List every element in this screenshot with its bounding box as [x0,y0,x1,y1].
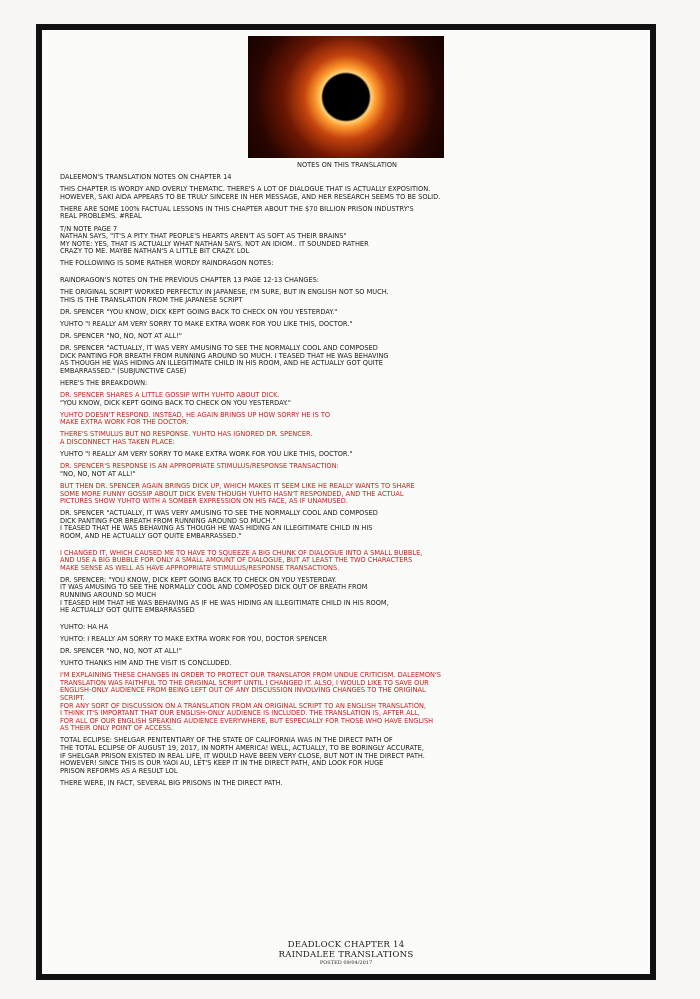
daleemon-notes [60,174,634,268]
note-paragraph: THERE WERE, IN FACT, SEVERAL BIG PRISONS IN THE DIRECT PATH. [60,778,283,787]
breakdown-note: YUHTO DOESN'T RESPOND. INSTEAD, HE AGAIN BRINGS UP HOW SORRY HE IS TO MAKE EXTRA WORK FOR THE DOCTOR. [60,410,331,427]
page-frame [36,24,656,980]
note-paragraph: YUHTO: I REALLY AM SORRY TO MAKE EXTRA WORK FOR YOU, DOCTOR SPENCER [60,634,327,643]
change-section [60,550,634,788]
breakdown-quote: DR. SPENCER "ACTUALLY, IT WAS VERY AMUSING TO SEE THE NORMALLY COOL AND COMPOSED DICK PANTING FOR BREATH FROM RUNNING AROUND SO MUCH." I TEASED THAT HE WAS BEHAVING AS THOUGH HE WAS HIDING AN ILLEGITIMATE CHILD IN HIS ROOM, AND HE ACTUALLY GOT QUITE EMBARRASSED." [60,509,378,540]
note-paragraph: DR. SPENCER "ACTUALLY, IT WAS VERY AMUSING TO SEE THE NORMALLY COOL AND COMPOSED DICK PANTING FOR BREATH FROM RUNNING AROUND SO MUCH. I TEASED THAT HE WAS BEHAVING AS THOUGH HE WAS HIDING AN ILLEGITIMATE CHILD IN HIS ROOM, AND HE ACTUALLY GOT QUITE EMBARRASSED." (SUBJUNCTIVE CASE) [60,344,389,375]
note-paragraph: YUHTO THANKS HIM AND THE VISIT IS CONCLUDED. [60,659,232,668]
breakdown-note: THERE'S STIMULUS BUT NO RESPONSE. YUHTO HAS IGNORED DR. SPENCER. A DISCONNECT HAS TAKEN PLACE: [60,430,313,447]
breakdown-item [60,392,634,407]
note-paragraph: RAINDRAGON'S NOTES ON THE PREVIOUS CHAPTER 13 PAGE 12-13 CHANGES: [60,276,320,285]
note-paragraph: TOTAL ECLIPSE: SHELGAR PENITENTIARY OF THE STATE OF CALIFORNIA WAS IN THE DIRECT PATH OF THE TOTAL ECLIPSE OF AUGUST 19, 2017, IN NORTH AMERICA! WELL, ACTUALLY, TO BE BORINGLY ACCURATE, IF SHELGAR PRISON EXISTED IN REAL LIFE, IT WOULD HAVE BEEN VERY CLOSE, BUT NOT IN THE DIRECT PATH. HOWEVER! SINCE THIS IS OUR YAOI AU, LET'S KEEP IT IN THE DIRECT PATH, AND LOOK FOR HUGE PRISON REFORMS AS A RESULT LOL [60,736,425,775]
note-paragraph: YUHTO "I REALLY AM VERY SORRY TO MAKE EXTRA WORK FOR YOU LIKE THIS, DOCTOR." [60,319,353,328]
footer-chapter: DEADLOCK CHAPTER 14 [287,940,405,950]
breakdown-item [60,463,634,478]
note-paragraph: YUHTO: HA HA [60,622,109,631]
breakdown-quote: "YOU KNOW, DICK KEPT GOING BACK TO CHECK ON YOU YESTERDAY." [60,398,291,407]
breakdown-quote: "NO, NO, NOT AT ALL!" [60,469,136,478]
raindragon-notes [60,277,634,388]
footer-group: RAINDALEE TRANSLATIONS [278,950,414,960]
breakdown-note: DR. SPENCER SHARES A LITTLE GOSSIP WITH YUHTO ABOUT DICK. [60,391,280,400]
breakdown-item [60,412,634,427]
eclipse-image [248,36,444,158]
breakdown-item [60,483,634,506]
note-paragraph: I'M EXPLAINING THESE CHANGES IN ORDER TO PROTECT OUR TRANSLATOR FROM UNDUE CRITICISM. DALEEMON'S TRANSLATION WAS FAITHFUL TO THE ORIGINAL SCRIPT UNTIL I CHANGED IT. ALSO, I WOULD LIKE TO SAVE OUR ENGLISH-ONLY AUDIENCE FROM BEING LEFT OUT OF ANY DISCUSSION INVOLVING CHANGES TO THE ORIGINAL SCRIPT. FOR ANY SORT OF DISCUSSION ON A TRANSLATION FROM AN ORIGINAL SCRIPT TO AN ENGLISH TRANSLATION, I THINK IT'S IMPORTANT THAT OUR ENGLISH-ONLY AUDIENCE IS INCLUDED. THE TRANSLATION IS, AFTER ALL, FOR ALL OF OUR ENGLISH SPEAKING AUDIENCE EVERYWHERE, BUT ESPECIALLY FOR THOSE WHO HAVE ENGLISH AS THEIR ONLY POINT OF ACCESS. [60,671,441,733]
note-paragraph: DR. SPENCER "YOU KNOW, DICK KEPT GOING BACK TO CHECK ON YOU YESTERDAY." [60,307,338,316]
notes-body [60,162,634,792]
note-paragraph: THERE ARE SOME 100% FACTUAL LESSONS IN THIS CHAPTER ABOUT THE $70 BILLION PRISON INDUSTRY'S REAL PROBLEMS. #REAL [60,204,414,221]
note-paragraph: THIS CHAPTER IS WORDY AND OVERLY THEMATIC. THERE'S A LOT OF DIALOGUE THAT IS ACTUALLY EXPOSITION. HOWEVER, SAKI AIDA APPEARS TO BE TRULY SINCERE IN HER MESSAGE, AND HER RESEARCH SEEMS TO BE SOLID. [60,185,441,201]
note-paragraph: DR. SPENCER "NO, NO, NOT AT ALL!" [60,647,182,655]
note-paragraph: I CHANGED IT, WHICH CAUSED ME TO HAVE TO SQUEEZE A BIG CHUNK OF DIALOGUE INTO A SMALL BUBBLE, AND USE A BIG BUBBLE FOR ONLY A SMALL AMOUNT OF DIALOGUE, BUT AT LEAST THE TWO CHARACTERS MAKE SENSE AS WELL AS HAVE APPROPRIATE STIMULUS/RESPONSE TRANSACTIONS. [60,548,423,572]
note-paragraph: HERE'S THE BREAKDOWN: [60,378,148,387]
note-paragraph: THE ORIGINAL SCRIPT WORKED PERFECTLY IN JAPANESE, I'M SURE, BUT IN ENGLISH NOT SO MUCH. THIS IS THE TRANSLATION FROM THE JAPANESE SCRIPT [60,288,389,304]
breakdown-item [60,451,634,459]
note-paragraph: T/N NOTE PAGE 7 NATHAN SAYS, "IT'S A PITY THAT PEOPLE'S HEARTS AREN'T AS SOFT AS THEIR BRAINS" MY NOTE: YES, THAT IS ACTUALLY WHAT NATHAN SAYS. NOT AN IDIOM.. IT SOUNDED RATHER CRAZY TO ME. MAYBE NATHAN'S A LITTLE BIT CRAZY. LOL [60,224,369,256]
breakdown-item [60,510,634,540]
breakdown-item [60,431,634,446]
note-paragraph: DALEEMON'S TRANSLATION NOTES ON CHAPTER 14 [60,173,232,182]
note-paragraph: THE FOLLOWING IS SOME RATHER WORDY RAINDRAGON NOTES: [60,259,274,268]
note-paragraph: DR. SPENCER: "YOU KNOW, DICK KEPT GOING BACK TO CHECK ON YOU YESTERDAY. IT WAS AMUSING TO SEE THE NORMALLY COOL AND COMPOSED DICK OUT OF BREATH FROM RUNNING AROUND SO MUCH I TEASED HIM THAT HE WAS BEHAVING AS IF HE WAS HIDING AN ILLEGITIMATE CHILD IN HIS ROOM, HE ACTUALLY GOT QUITE EMBARRASSED [60,575,389,615]
notes-heading: NOTES ON THIS TRANSLATION [297,161,397,169]
footer [42,940,650,966]
breakdown-note: BUT THEN DR. SPENCER AGAIN BRINGS DICK UP, WHICH MAKES IT SEEM LIKE HE REALLY WANTS TO SHARE SOME MORE FUNNY GOSSIP ABOUT DICK EVEN THOUGH YUHTO HASN'T RESPONDED, AND THE ACTUAL PICTURES SHOW YUHTO WITH A SOMBER EXPRESSION ON HIS FACE, AS IF UNAMUSED. [60,481,415,506]
breakdown-note: DR. SPENCER'S RESPONSE IS AN APPROPRIATE STIMULUS/RESPONSE TRANSACTION: [60,462,339,471]
note-paragraph: DR. SPENCER "NO, NO, NOT AT ALL!" [60,332,182,340]
breakdown-section [60,392,634,541]
footer-date: POSTED 09/04/2017 [319,960,373,966]
breakdown-quote: YUHTO "I REALLY AM VERY SORRY TO MAKE EXTRA WORK FOR YOU LIKE THIS, DOCTOR." [60,450,353,459]
